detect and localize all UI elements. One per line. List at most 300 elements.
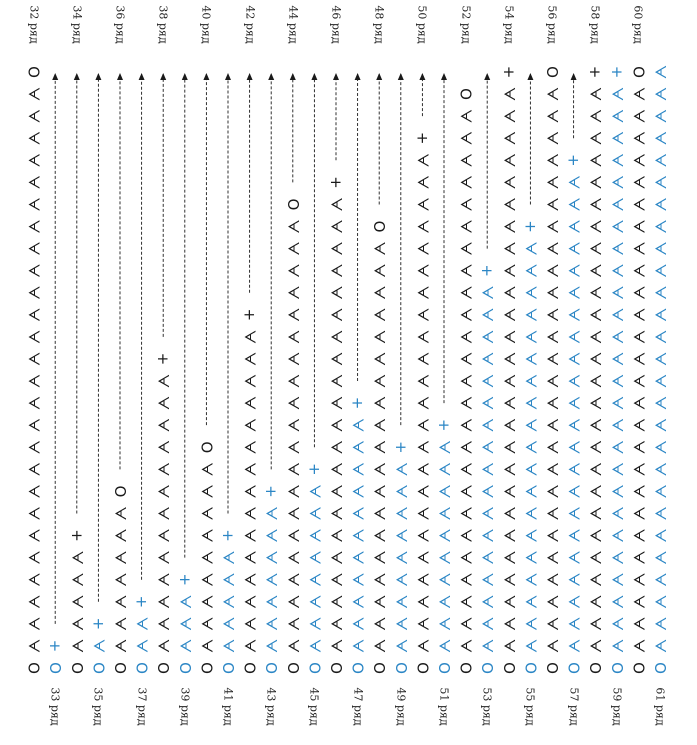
stitch-symbol: ᗄ bbox=[607, 373, 626, 389]
stitch-symbol: ᗄ bbox=[499, 506, 518, 521]
stitch-symbol: ᗄ bbox=[327, 351, 345, 367]
stitch-symbol: ᗄ bbox=[305, 484, 324, 499]
stitch-symbol: + bbox=[46, 639, 65, 653]
stitch-symbol: ᗄ bbox=[348, 528, 367, 543]
stitch-symbol: ᗄ bbox=[651, 64, 669, 80]
stitch-symbol: + bbox=[132, 595, 151, 609]
stitch-symbol: ᗄ bbox=[413, 594, 432, 609]
row-59-stitches bbox=[608, 66, 626, 674]
stitch-symbol: ᗄ bbox=[154, 484, 173, 499]
stitch-symbol: ᗄ bbox=[521, 263, 540, 278]
stitch-symbol: ᗄ bbox=[327, 506, 345, 521]
stitch-symbol: ᗄ bbox=[370, 550, 389, 565]
stitch-symbol: ᗄ bbox=[564, 616, 583, 631]
stitch-symbol: O bbox=[456, 88, 475, 100]
stitch-symbol: ᗄ bbox=[456, 572, 475, 587]
stitch-symbol: ᗄ bbox=[456, 263, 475, 278]
stitch-symbol: ᗄ bbox=[651, 638, 669, 653]
row-47-stitches bbox=[349, 397, 367, 674]
row-54-stitches bbox=[500, 66, 518, 674]
arrow-head bbox=[527, 73, 533, 80]
stitch-symbol: ᗄ bbox=[586, 484, 605, 499]
stitch-symbol: ᗄ bbox=[435, 572, 453, 587]
stitch-symbol: ᗄ bbox=[607, 87, 626, 102]
row-label-39: 39 ряд bbox=[178, 687, 192, 726]
stitch-symbol: ᗄ bbox=[24, 616, 43, 631]
stitch-symbol: ᗄ bbox=[499, 153, 518, 168]
stitch-symbol: ᗄ bbox=[24, 572, 43, 587]
row-label-52: 52 ряд bbox=[459, 5, 473, 44]
stitch-symbol: ᗄ bbox=[629, 484, 648, 499]
stitch-symbol: ᗄ bbox=[586, 351, 605, 367]
stitch-symbol: ᗄ bbox=[586, 396, 605, 411]
stitch-symbol: ᗄ bbox=[543, 131, 561, 146]
stitch-symbol: + bbox=[154, 352, 173, 366]
arrow-head bbox=[419, 73, 425, 80]
stitch-symbol: ᗄ bbox=[651, 197, 669, 212]
stitch-symbol: ᗄ bbox=[499, 528, 518, 543]
stitch-symbol: ᗄ bbox=[262, 572, 281, 587]
stitch-symbol: ᗄ bbox=[89, 638, 108, 653]
stitch-symbol: ᗄ bbox=[564, 528, 583, 543]
stitch-symbol: ᗄ bbox=[478, 616, 497, 631]
stitch-symbol: ᗄ bbox=[283, 351, 302, 367]
stitch-symbol: ᗄ bbox=[305, 638, 324, 653]
stitch-symbol: ᗄ bbox=[456, 241, 475, 256]
arrow-head bbox=[398, 73, 404, 80]
stitch-symbol: ᗄ bbox=[499, 550, 518, 565]
stitch-symbol: + bbox=[391, 440, 410, 454]
stitch-symbol: ᗄ bbox=[327, 418, 345, 433]
stitch-symbol: ᗄ bbox=[543, 241, 561, 256]
stitch-symbol: ᗄ bbox=[521, 594, 540, 609]
arrow-head bbox=[52, 73, 58, 80]
stitch-symbol: O bbox=[240, 662, 259, 674]
stitch-symbol: O bbox=[413, 662, 432, 674]
stitch-symbol: ᗄ bbox=[456, 307, 475, 322]
stitch-symbol: ᗄ bbox=[607, 241, 626, 256]
stitch-symbol: ᗄ bbox=[24, 197, 43, 212]
stitch-symbol: ᗄ bbox=[370, 638, 389, 653]
stitch-symbol: ᗄ bbox=[543, 329, 561, 344]
stitch-symbol: ᗄ bbox=[132, 638, 151, 653]
row-label-54: 54 ряд bbox=[502, 5, 516, 44]
stitch-symbol: ᗄ bbox=[607, 638, 626, 653]
row-label-48: 48 ряд bbox=[372, 5, 386, 44]
stitch-symbol: O bbox=[543, 66, 561, 78]
arrow-head bbox=[247, 73, 253, 80]
stitch-symbol: ᗄ bbox=[607, 594, 626, 609]
stitch-symbol: ᗄ bbox=[370, 418, 389, 433]
stitch-symbol: + bbox=[348, 396, 367, 410]
stitch-symbol: ᗄ bbox=[586, 329, 605, 344]
stitch-symbol: O bbox=[327, 662, 345, 674]
stitch-symbol: ᗄ bbox=[283, 307, 302, 322]
stitch-symbol: ᗄ bbox=[651, 109, 669, 124]
stitch-symbol: ᗄ bbox=[456, 418, 475, 433]
stitch-symbol: ᗄ bbox=[240, 440, 259, 455]
stitch-symbol: ᗄ bbox=[413, 396, 432, 411]
stitch-symbol: ᗄ bbox=[348, 594, 367, 609]
stitch-symbol: ᗄ bbox=[24, 594, 43, 609]
stitch-symbol: ᗄ bbox=[456, 175, 475, 190]
stitch-symbol: ᗄ bbox=[499, 616, 518, 631]
stitch-symbol: ᗄ bbox=[154, 418, 173, 433]
stitch-symbol: ᗄ bbox=[240, 616, 259, 631]
stitch-symbol: ᗄ bbox=[499, 484, 518, 499]
stitch-symbol: ᗄ bbox=[651, 263, 669, 278]
stitch-symbol: ᗄ bbox=[499, 329, 518, 344]
stitch-symbol: ᗄ bbox=[240, 373, 259, 389]
stitch-symbol: + bbox=[564, 154, 583, 167]
stitch-symbol: ᗄ bbox=[327, 219, 345, 234]
stitch-symbol: ᗄ bbox=[543, 285, 561, 300]
stitch-symbol: ᗄ bbox=[651, 572, 669, 587]
stitch-symbol: ᗄ bbox=[435, 616, 453, 631]
stitch-symbol: ᗄ bbox=[283, 329, 302, 344]
stitch-symbol: O bbox=[521, 662, 540, 674]
stitch-symbol: ᗄ bbox=[111, 616, 129, 631]
stitch-symbol: ᗄ bbox=[240, 638, 259, 653]
stitch-symbol: ᗄ bbox=[370, 396, 389, 411]
stitch-symbol: ᗄ bbox=[262, 594, 281, 609]
row-56-stitches bbox=[543, 66, 561, 674]
stitch-symbol: ᗄ bbox=[586, 638, 605, 653]
row-label-53: 53 ряд bbox=[480, 687, 494, 726]
stitch-symbol: ᗄ bbox=[413, 219, 432, 234]
stitch-symbol: ᗄ bbox=[283, 638, 302, 653]
stitch-symbol: O bbox=[478, 662, 497, 674]
stitch-symbol: ᗄ bbox=[651, 396, 669, 411]
stitch-symbol: ᗄ bbox=[607, 418, 626, 433]
stitch-symbol: ᗄ bbox=[456, 616, 475, 631]
stitch-symbol: ᗄ bbox=[629, 109, 648, 124]
stitch-symbol: ᗄ bbox=[456, 351, 475, 367]
stitch-symbol: ᗄ bbox=[24, 219, 43, 234]
stitch-symbol: ᗄ bbox=[607, 307, 626, 322]
stitch-symbol: ᗄ bbox=[154, 528, 173, 543]
stitch-symbol: + bbox=[499, 65, 518, 79]
stitch-symbol: ᗄ bbox=[629, 506, 648, 521]
stitch-symbol: ᗄ bbox=[543, 440, 561, 455]
stitch-symbol: ᗄ bbox=[456, 638, 475, 653]
stitch-symbol: ᗄ bbox=[413, 484, 432, 499]
stitch-symbol: ᗄ bbox=[629, 131, 648, 146]
stitch-symbol: ᗄ bbox=[651, 484, 669, 499]
stitch-symbol: ᗄ bbox=[543, 594, 561, 609]
stitch-symbol: ᗄ bbox=[197, 462, 216, 477]
stitch-symbol: ᗄ bbox=[651, 594, 669, 609]
stitch-symbol: ᗄ bbox=[478, 528, 497, 543]
row-label-59: 59 ряд bbox=[610, 687, 624, 726]
stitch-symbol: ᗄ bbox=[499, 396, 518, 411]
stitch-symbol: ᗄ bbox=[651, 219, 669, 234]
stitch-symbol: ᗄ bbox=[305, 528, 324, 543]
stitch-symbol: ᗄ bbox=[219, 594, 237, 609]
stitch-symbol: ᗄ bbox=[478, 329, 497, 344]
stitch-symbol: ᗄ bbox=[24, 373, 43, 389]
stitch-symbol: O bbox=[370, 662, 389, 674]
stitch-symbol: ᗄ bbox=[111, 528, 129, 543]
row-53-stitches bbox=[478, 264, 496, 674]
stitch-symbol: O bbox=[132, 662, 151, 674]
stitch-symbol: ᗄ bbox=[478, 418, 497, 433]
row-label-38: 38 ряд bbox=[156, 5, 170, 44]
stitch-symbol: ᗄ bbox=[499, 197, 518, 212]
row-label-32: 32 ряд bbox=[27, 5, 41, 44]
stitch-symbol: ᗄ bbox=[586, 616, 605, 631]
stitch-symbol: ᗄ bbox=[327, 440, 345, 455]
stitch-symbol: ᗄ bbox=[564, 440, 583, 455]
stitch-symbol: ᗄ bbox=[607, 528, 626, 543]
stitch-symbol: ᗄ bbox=[478, 373, 497, 389]
stitch-symbol: ᗄ bbox=[629, 285, 648, 300]
stitch-symbol: ᗄ bbox=[283, 616, 302, 631]
stitch-symbol: ᗄ bbox=[283, 241, 302, 256]
stitch-symbol: ᗄ bbox=[154, 616, 173, 631]
stitch-symbol: ᗄ bbox=[499, 285, 518, 300]
stitch-symbol: ᗄ bbox=[543, 418, 561, 433]
stitch-symbol: + bbox=[413, 131, 432, 145]
stitch-symbol: ᗄ bbox=[456, 396, 475, 411]
stitch-symbol: ᗄ bbox=[607, 550, 626, 565]
stitch-symbol: ᗄ bbox=[543, 484, 561, 499]
stitch-symbol: ᗄ bbox=[327, 550, 345, 565]
stitch-symbol: ᗄ bbox=[348, 550, 367, 565]
row-label-41: 41 ряд bbox=[221, 687, 235, 726]
stitch-symbol: ᗄ bbox=[24, 528, 43, 543]
stitch-symbol: ᗄ bbox=[586, 528, 605, 543]
stitch-symbol: ᗄ bbox=[348, 638, 367, 653]
stitch-symbol: ᗄ bbox=[391, 550, 410, 565]
stitch-symbol: ᗄ bbox=[586, 307, 605, 322]
stitch-symbol: ᗄ bbox=[413, 197, 432, 212]
stitch-symbol: ᗄ bbox=[24, 329, 43, 344]
stitch-symbol: ᗄ bbox=[521, 307, 540, 322]
stitch-symbol: ᗄ bbox=[629, 616, 648, 631]
stitch-symbol: ᗄ bbox=[651, 550, 669, 565]
stitch-symbol: ᗄ bbox=[521, 440, 540, 455]
stitch-symbol: ᗄ bbox=[262, 506, 281, 521]
stitch-symbol: ᗄ bbox=[327, 396, 345, 411]
stitch-symbol: ᗄ bbox=[154, 550, 173, 565]
stitch-symbol: ᗄ bbox=[413, 285, 432, 300]
stitch-symbol: ᗄ bbox=[456, 109, 475, 124]
row-label-51: 51 ряд bbox=[437, 687, 451, 726]
stitch-symbol: ᗄ bbox=[499, 638, 518, 653]
stitch-symbol: ᗄ bbox=[327, 484, 345, 499]
stitch-symbol: ᗄ bbox=[348, 572, 367, 587]
stitch-symbol: ᗄ bbox=[413, 528, 432, 543]
row-label-42: 42 ряд bbox=[243, 5, 257, 44]
stitch-symbol: ᗄ bbox=[521, 550, 540, 565]
stitch-symbol: ᗄ bbox=[24, 396, 43, 411]
stitch-symbol: ᗄ bbox=[564, 263, 583, 278]
stitch-symbol: ᗄ bbox=[175, 594, 194, 609]
stitch-symbol: ᗄ bbox=[67, 638, 86, 653]
stitch-symbol: O bbox=[456, 662, 475, 674]
stitch-symbol: ᗄ bbox=[305, 594, 324, 609]
stitch-symbol: ᗄ bbox=[391, 484, 410, 499]
stitch-symbol: + bbox=[67, 529, 86, 542]
row-label-61: 61 ряд bbox=[653, 687, 667, 726]
row-33-stitches bbox=[46, 640, 64, 674]
stitch-symbol: ᗄ bbox=[240, 550, 259, 565]
arrow-head bbox=[355, 73, 361, 80]
stitch-symbol: ᗄ bbox=[456, 506, 475, 521]
stitch-symbol: ᗄ bbox=[219, 572, 237, 587]
stitch-symbol: ᗄ bbox=[219, 616, 237, 631]
stitch-symbol: ᗄ bbox=[132, 616, 151, 631]
stitch-symbol: O bbox=[175, 662, 194, 674]
stitch-symbol: ᗄ bbox=[456, 550, 475, 565]
stitch-symbol: ᗄ bbox=[651, 175, 669, 190]
stitch-symbol: ᗄ bbox=[629, 153, 648, 168]
row-38-stitches bbox=[154, 353, 172, 674]
stitch-symbol: ᗄ bbox=[521, 484, 540, 499]
stitch-symbol: ᗄ bbox=[521, 638, 540, 653]
stitch-symbol: ᗄ bbox=[629, 638, 648, 653]
stitch-symbol: ᗄ bbox=[629, 307, 648, 322]
arrow-head bbox=[441, 73, 447, 80]
stitch-symbol: ᗄ bbox=[499, 440, 518, 455]
stitch-symbol: ᗄ bbox=[586, 175, 605, 190]
stitch-symbol: ᗄ bbox=[564, 197, 583, 212]
stitch-symbol: O bbox=[219, 662, 237, 674]
stitch-symbol: ᗄ bbox=[499, 418, 518, 433]
stitch-symbol: ᗄ bbox=[586, 506, 605, 521]
stitch-symbol: ᗄ bbox=[651, 506, 669, 521]
stitch-symbol: ᗄ bbox=[543, 396, 561, 411]
stitch-symbol: ᗄ bbox=[543, 219, 561, 234]
stitch-symbol: ᗄ bbox=[651, 373, 669, 389]
stitch-symbol: O bbox=[262, 662, 281, 674]
stitch-symbol: ᗄ bbox=[370, 484, 389, 499]
stitch-symbol: ᗄ bbox=[499, 594, 518, 609]
stitch-symbol: O bbox=[391, 662, 410, 674]
stitch-symbol: ᗄ bbox=[327, 594, 345, 609]
stitch-symbol: ᗄ bbox=[327, 263, 345, 278]
stitch-symbol: ᗄ bbox=[629, 550, 648, 565]
stitch-symbol: ᗄ bbox=[499, 263, 518, 278]
stitch-symbol: ᗄ bbox=[305, 616, 324, 631]
stitch-symbol: ᗄ bbox=[305, 550, 324, 565]
stitch-symbol: ᗄ bbox=[564, 594, 583, 609]
stitch-symbol: ᗄ bbox=[543, 153, 561, 168]
row-label-49: 49 ряд bbox=[394, 687, 408, 726]
stitch-symbol: O bbox=[89, 662, 108, 674]
row-40-stitches bbox=[197, 441, 215, 674]
stitch-symbol: O bbox=[651, 662, 669, 674]
stitch-symbol: ᗄ bbox=[564, 175, 583, 190]
stitch-symbol: ᗄ bbox=[607, 285, 626, 300]
stitch-symbol: O bbox=[629, 66, 648, 78]
stitch-symbol: ᗄ bbox=[651, 616, 669, 631]
stitch-symbol: + bbox=[521, 220, 540, 233]
stitch-symbol: ᗄ bbox=[327, 285, 345, 300]
stitch-symbol: ᗄ bbox=[499, 241, 518, 256]
row-58-stitches bbox=[586, 66, 604, 674]
stitch-symbol: ᗄ bbox=[24, 638, 43, 653]
stitch-symbol: ᗄ bbox=[456, 440, 475, 455]
stitch-symbol: ᗄ bbox=[543, 87, 561, 102]
stitch-symbol: ᗄ bbox=[564, 307, 583, 322]
row-61-stitches bbox=[651, 65, 669, 674]
stitch-symbol: ᗄ bbox=[283, 285, 302, 300]
stitch-symbol: ᗄ bbox=[586, 572, 605, 587]
stitch-symbol: ᗄ bbox=[521, 418, 540, 433]
stitch-symbol: ᗄ bbox=[478, 307, 497, 322]
stitch-symbol: + bbox=[607, 65, 626, 79]
stitch-symbol: O bbox=[283, 662, 302, 674]
stitch-symbol: ᗄ bbox=[543, 616, 561, 631]
stitch-symbol: ᗄ bbox=[67, 572, 86, 587]
stitch-symbol: ᗄ bbox=[543, 197, 561, 212]
stitch-symbol: ᗄ bbox=[24, 131, 43, 146]
stitch-symbol: ᗄ bbox=[370, 329, 389, 344]
row-41-stitches bbox=[219, 529, 237, 674]
stitch-symbol: ᗄ bbox=[586, 418, 605, 433]
stitch-symbol: ᗄ bbox=[607, 484, 626, 499]
stitch-symbol: ᗄ bbox=[521, 351, 540, 367]
stitch-symbol: ᗄ bbox=[564, 572, 583, 587]
stitch-symbol: ᗄ bbox=[499, 87, 518, 102]
stitch-symbol: ᗄ bbox=[175, 638, 194, 653]
stitch-symbol: ᗄ bbox=[262, 616, 281, 631]
stitch-symbol: ᗄ bbox=[283, 373, 302, 389]
stitch-symbol: ᗄ bbox=[24, 285, 43, 300]
stitch-symbol: ᗄ bbox=[651, 307, 669, 322]
row-50-stitches bbox=[413, 132, 431, 674]
stitch-symbol: ᗄ bbox=[240, 418, 259, 433]
stitch-symbol: ᗄ bbox=[435, 528, 453, 543]
stitch-symbol: ᗄ bbox=[586, 87, 605, 102]
stitch-symbol: ᗄ bbox=[370, 572, 389, 587]
arrow-head bbox=[225, 73, 231, 80]
arrow-head bbox=[376, 73, 382, 80]
stitch-symbol: ᗄ bbox=[240, 462, 259, 477]
stitch-symbol: ᗄ bbox=[435, 638, 453, 653]
row-label-43: 43 ряд bbox=[264, 687, 278, 726]
stitch-symbol: ᗄ bbox=[499, 131, 518, 146]
stitch-symbol: O bbox=[111, 662, 129, 674]
stitch-symbol: ᗄ bbox=[67, 594, 86, 609]
row-43-stitches bbox=[262, 485, 280, 674]
stitch-symbol: ᗄ bbox=[327, 638, 345, 653]
stitch-symbol: ᗄ bbox=[240, 528, 259, 543]
row-label-45: 45 ряд bbox=[307, 687, 321, 726]
stitch-symbol: ᗄ bbox=[283, 572, 302, 587]
stitch-symbol: ᗄ bbox=[564, 241, 583, 256]
arrow-head bbox=[74, 73, 80, 80]
stitch-symbol: O bbox=[586, 662, 605, 674]
row-label-34: 34 ряд bbox=[70, 5, 84, 44]
arrow-head bbox=[571, 73, 577, 80]
stitch-symbol: O bbox=[607, 662, 626, 674]
stitch-symbol: ᗄ bbox=[543, 638, 561, 653]
stitch-symbol: O bbox=[435, 662, 453, 674]
stitch-symbol: ᗄ bbox=[456, 484, 475, 499]
stitch-symbol: ᗄ bbox=[197, 638, 216, 653]
arrow-head bbox=[160, 73, 166, 80]
stitch-symbol: ᗄ bbox=[607, 462, 626, 477]
stitch-symbol: ᗄ bbox=[564, 550, 583, 565]
stitch-symbol: ᗄ bbox=[564, 506, 583, 521]
stitch-symbol: ᗄ bbox=[283, 396, 302, 411]
arrow-head bbox=[311, 73, 317, 80]
stitch-symbol: ᗄ bbox=[370, 307, 389, 322]
stitch-symbol: ᗄ bbox=[478, 506, 497, 521]
